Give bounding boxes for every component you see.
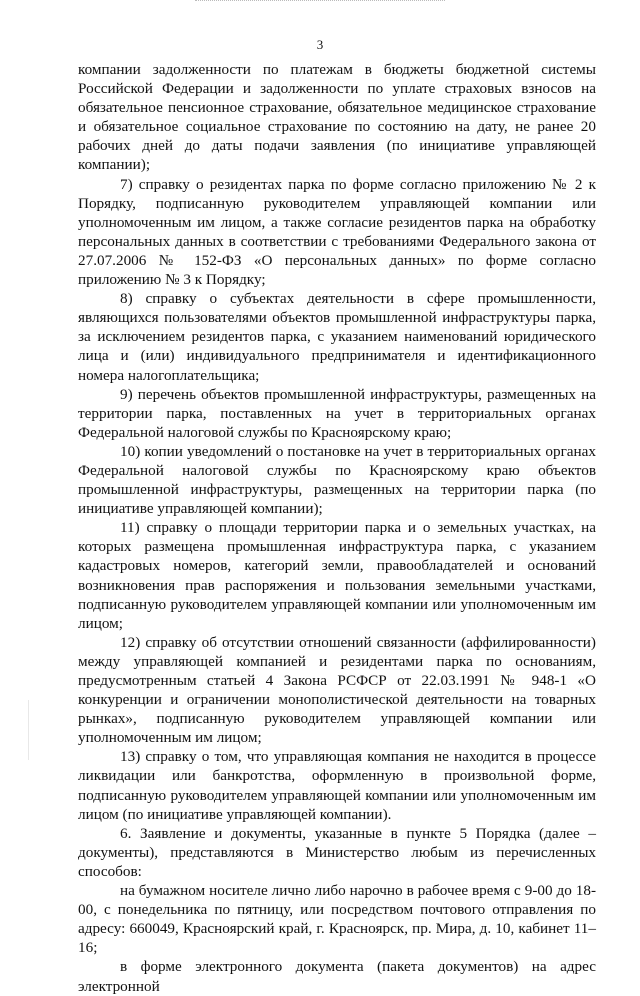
paragraph-item-8: 8) справку о субъектах деятельности в сфере промышленности, являющихся пользователями объектов промышленной инфраструктуры парка, за исключением резидентов парка, с указанием наименований юридического лица и (или) индивидуального предпринимателя и идентификационного номера налогоплательщика;: [78, 290, 596, 384]
page-top-edge: [195, 0, 445, 3]
paragraph-item-7: 7) справку о резидентах парка по форме согласно приложению № 2 к Порядку, подписанную руководителем управляющей компании или уполномоченным им лицом, а также согласие резидентов парка на обработку персональных данных в соответствии с требованиями Федерального закона от 27.07.2006 № 152-ФЗ «О персональных данных» по форме согласно приложению № 3 к Порядку;: [78, 175, 596, 289]
page-number: 3: [316, 37, 324, 52]
paragraph-item-13: 13) справку о том, что управляющая компания не находится в процессе ликвидации или банкротства, оформленную в произвольной форме, подписанную руководителем управляющей компании или уполномоченным им лицом (по инициативе управляющей компании).: [78, 748, 596, 823]
paragraph-item-10: 10) копии уведомлений о постановке на учет в территориальных органах Федеральной налоговой службы по Красноярскому краю объектов промышленной инфраструктуры, размещенных на территории парка (по инициативе управляющей компании);: [78, 442, 596, 518]
paragraph-item-12: 12) справку об отсутствии отношений связанности (аффилированности) между управляющей компанией и резидентами парка по основаниям, предусмотренным статьей 4 Закона РСФСР от 22.03.1991 № 948-1 «О конкуренции и ограничении монополистической деятельности на товарных рынках», подписанную руководителем управляющей компании или уполномоченным им лицом;: [78, 633, 596, 747]
paragraph-item-11: 11) справку о площади территории парка и о земельных участках, на которых размещена промышленная инфраструктура парка, с указанием кадастровых номеров, категорий земли, правообладателей и оснований возникновения прав распоряжения и пользования земельными участками, подписанную руководителем управляющей компании или уполномоченным им лицом;: [78, 519, 596, 632]
document-body: [78, 60, 596, 996]
paragraph-continuation: компании задолженности по платежам в бюджеты бюджетной системы Российской Федерации и задолженности по уплате страховых взносов на обязательное пенсионное страхование, обязательное медицинское страхование и обязательное социальное страхование по состоянию на дату, не ранее 20 рабочих дней до даты подачи заявления (по инициативе управляющей компании);: [78, 61, 596, 174]
paragraph-item-9: 9) перечень объектов промышленной инфраструктуры, размещенных на территории парка, поставленных на учет в территориальных органах Федеральной налоговой службы по Красноярскому краю;: [78, 385, 596, 441]
paragraph-paper-submission: на бумажном носителе лично либо нарочно в рабочее время с 9-00 до 18-00, с понедельника по пятницу, или посредством почтового отправления по адресу: 660049, Красноярский край, г. Красноярск, пр. Мира, д. 10, кабинет 11–16;: [78, 882, 596, 957]
paragraph-section-6: 6. Заявление и документы, указанные в пункте 5 Порядка (далее – документы), представляются в Министерство любым из перечисленных способов:: [78, 824, 596, 880]
paragraph-electronic-submission: в форме электронного документа (пакета документов) на адрес электронной: [78, 958, 596, 995]
scan-margin-mark: [28, 700, 29, 760]
